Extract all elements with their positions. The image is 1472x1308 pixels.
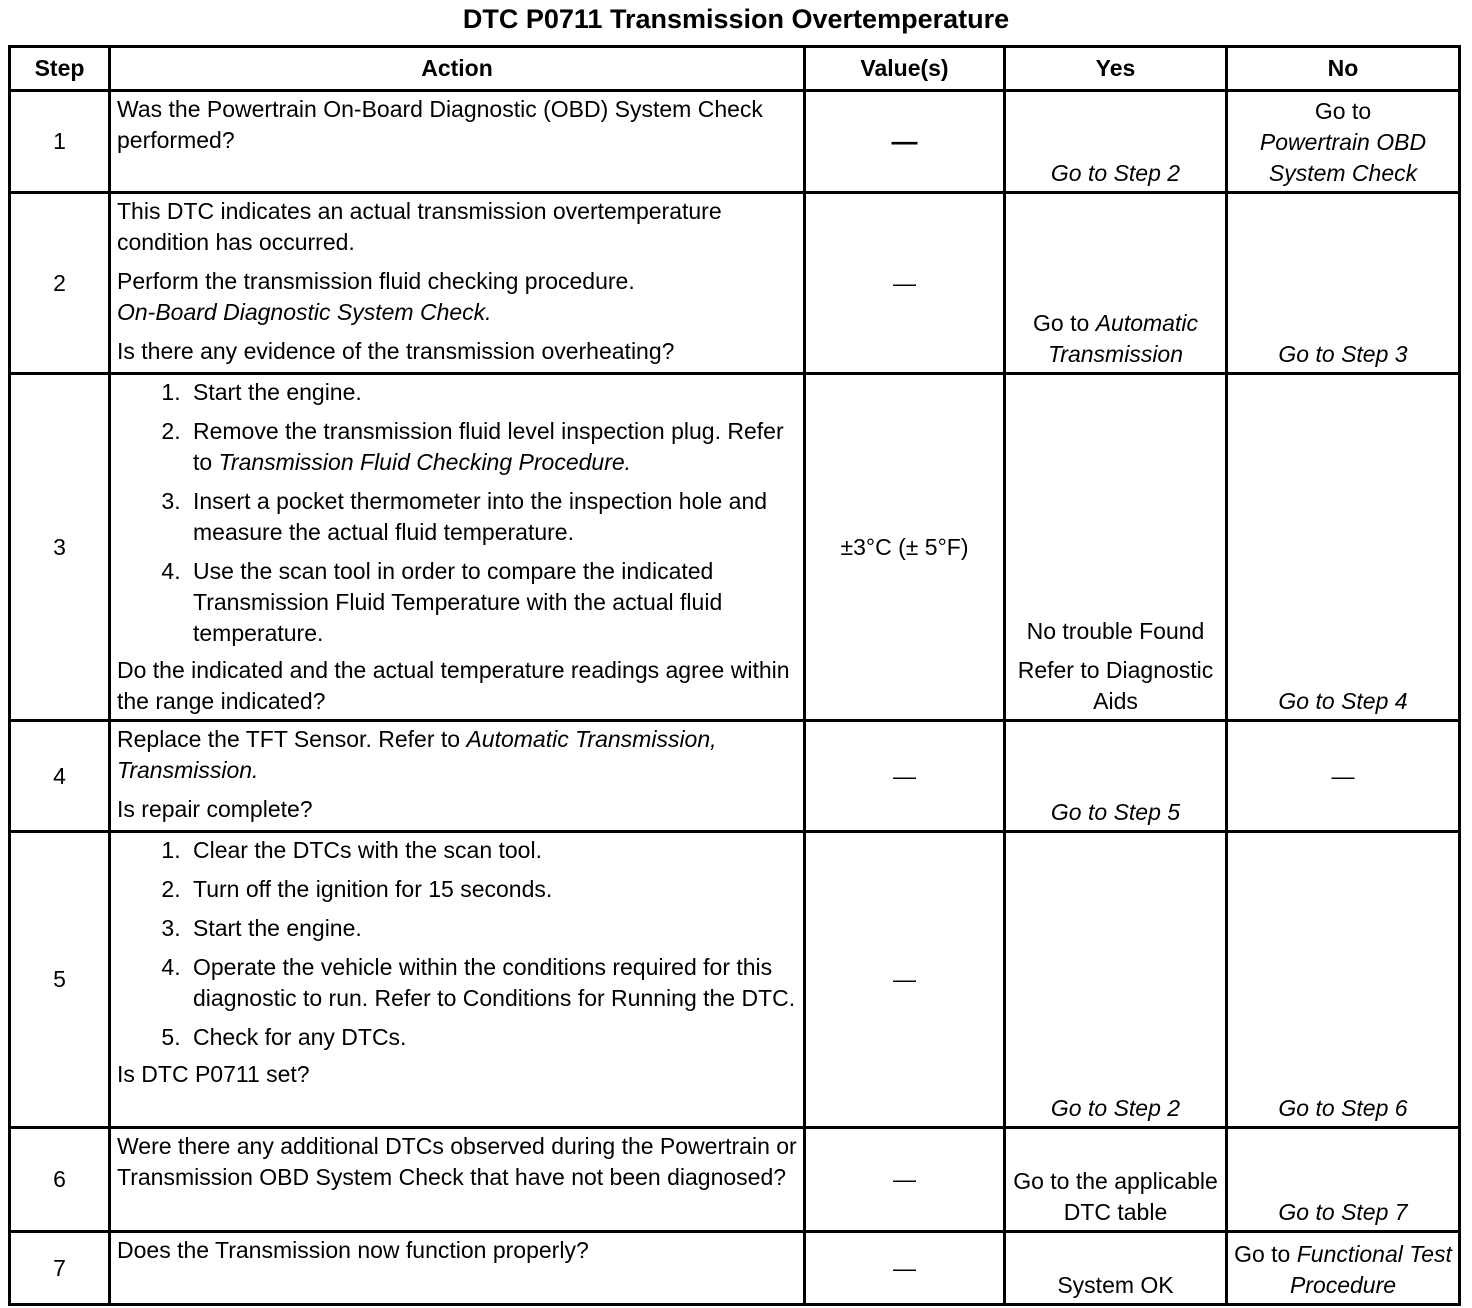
value-text: — xyxy=(891,125,918,156)
value-text: — xyxy=(893,269,916,296)
action-question: Is there any evidence of the transmission overheating? xyxy=(117,338,675,364)
yes-cell xyxy=(1005,374,1227,721)
no-text: Go to Step 4 xyxy=(1278,688,1408,714)
list-item-reference: Transmission Fluid Checking Procedure. xyxy=(218,449,632,475)
action-instruction: Perform the transmission fluid checking procedure. xyxy=(117,268,635,294)
action-question: Do the indicated and the actual temperature readings agree within the range indicated? xyxy=(117,657,790,714)
no-cell xyxy=(1227,1232,1460,1305)
action-question: Is DTC P0711 set? xyxy=(117,1061,310,1087)
header-no: No xyxy=(1227,47,1460,91)
action-reference: Automatic Transmission, Transmission. xyxy=(117,726,717,783)
step-number: 4 xyxy=(10,721,110,832)
yes-reference: Refer to Diagnostic Aids xyxy=(1017,657,1214,714)
value-cell xyxy=(805,193,1005,374)
step-number: 1 xyxy=(10,91,110,193)
no-cell xyxy=(1227,193,1460,374)
step-number: 7 xyxy=(10,1232,110,1305)
yes-cell xyxy=(1005,91,1227,193)
list-item: 4. Use the scan tool in order to compare the indicated Transmission Fluid Temperature with the actual fluid temperature. xyxy=(187,556,797,649)
yes-text: Go to the applicable DTC table xyxy=(1013,1168,1218,1225)
no-text: Go to Step 6 xyxy=(1278,1095,1408,1121)
no-cell xyxy=(1227,832,1460,1128)
table-row xyxy=(10,91,1460,193)
action-list xyxy=(117,377,797,649)
action-text: Was the Powertrain On-Board Diagnostic (OBD) System Check performed? xyxy=(117,96,763,153)
yes-text: Go to xyxy=(1033,310,1090,336)
action-reference: On-Board Diagnostic System Check. xyxy=(117,299,492,325)
value-text: — xyxy=(893,1166,916,1192)
value-text: ±3°C (± 5°F) xyxy=(840,533,969,560)
value-cell xyxy=(805,832,1005,1128)
table-row xyxy=(10,1232,1460,1305)
no-text: Go to xyxy=(1234,1241,1291,1267)
yes-cell xyxy=(1005,193,1227,374)
table-row xyxy=(10,721,1460,832)
page-title: DTC P0711 Transmission Overtemperature xyxy=(462,4,1010,34)
value-cell xyxy=(805,91,1005,193)
header-values: Value(s) xyxy=(805,47,1005,91)
table-row xyxy=(10,374,1460,721)
list-item: 1. Clear the DTCs with the scan tool. xyxy=(187,835,797,866)
list-item xyxy=(187,416,797,478)
step-number: 6 xyxy=(10,1128,110,1232)
yes-text: Go to Step 2 xyxy=(1050,160,1181,186)
action-text xyxy=(117,266,797,328)
list-item: 3. Start the engine. xyxy=(187,913,797,944)
value-cell xyxy=(805,1232,1005,1305)
yes-text: No trouble Found xyxy=(1026,618,1205,644)
no-text: Go to xyxy=(1314,98,1372,124)
step-number: 3 xyxy=(10,374,110,721)
yes-cell xyxy=(1005,1128,1227,1232)
action-cell xyxy=(110,1232,805,1305)
action-cell xyxy=(110,832,805,1128)
no-link: Powertrain OBD System Check xyxy=(1259,129,1427,186)
action-cell xyxy=(110,91,805,193)
action-cell xyxy=(110,374,805,721)
action-cell xyxy=(110,721,805,832)
value-text: — xyxy=(893,762,916,789)
action-text: Does the Transmission now function properly? xyxy=(117,1237,589,1263)
step-number: 5 xyxy=(10,832,110,1128)
list-item: 1. Start the engine. xyxy=(187,377,797,408)
no-cell xyxy=(1227,721,1460,832)
no-text: Go to Step 7 xyxy=(1278,1199,1408,1225)
yes-link: Automatic Transmission xyxy=(1047,310,1198,367)
yes-text: Go to Step 2 xyxy=(1050,1095,1181,1121)
header-row xyxy=(10,47,1460,91)
list-item: 5. Check for any DTCs. xyxy=(187,1022,797,1053)
header-step: Step xyxy=(10,47,110,91)
action-cell xyxy=(110,1128,805,1232)
action-text: This DTC indicates an actual transmission overtemperature condition has occurred. xyxy=(117,198,722,255)
value-cell xyxy=(805,374,1005,721)
yes-text: System OK xyxy=(1057,1272,1174,1298)
action-instruction: Replace the TFT Sensor. Refer to xyxy=(117,726,461,752)
list-item: 3. Insert a pocket thermometer into the inspection hole and measure the actual fluid temperature. xyxy=(187,486,797,548)
yes-text: Go to Step 5 xyxy=(1050,799,1181,825)
dtc-table xyxy=(8,45,1461,1306)
action-text xyxy=(117,724,797,786)
list-item: 4. Operate the vehicle within the conditions required for this diagnostic to run. Refer to Conditions for Running the DTC. xyxy=(187,952,797,1014)
no-text: — xyxy=(1331,762,1355,789)
step-number: 2 xyxy=(10,193,110,374)
no-cell xyxy=(1227,1128,1460,1232)
action-text: Were there any additional DTCs observed during the Powertrain or Transmission OBD System Check that have not been diagnosed? xyxy=(117,1133,797,1190)
no-cell xyxy=(1227,91,1460,193)
no-link: Functional Test Procedure xyxy=(1289,1241,1452,1298)
yes-cell xyxy=(1005,832,1227,1128)
no-cell xyxy=(1227,374,1460,721)
list-item: 2. Turn off the ignition for 15 seconds. xyxy=(187,874,797,905)
yes-cell xyxy=(1005,1232,1227,1305)
value-text: — xyxy=(893,966,916,992)
header-action: Action xyxy=(110,47,805,91)
action-question: Is repair complete? xyxy=(117,796,313,822)
action-cell xyxy=(110,193,805,374)
value-text: — xyxy=(893,1254,916,1281)
value-cell xyxy=(805,721,1005,832)
list-item-text: Remove the transmission fluid level inspection plug. Refer to xyxy=(193,418,784,475)
value-cell xyxy=(805,1128,1005,1232)
yes-cell xyxy=(1005,721,1227,832)
header-yes: Yes xyxy=(1005,47,1227,91)
action-list xyxy=(117,835,797,1053)
table-row xyxy=(10,832,1460,1128)
no-text: Go to Step 3 xyxy=(1278,341,1408,367)
table-row xyxy=(10,1128,1460,1232)
table-row xyxy=(10,193,1460,374)
